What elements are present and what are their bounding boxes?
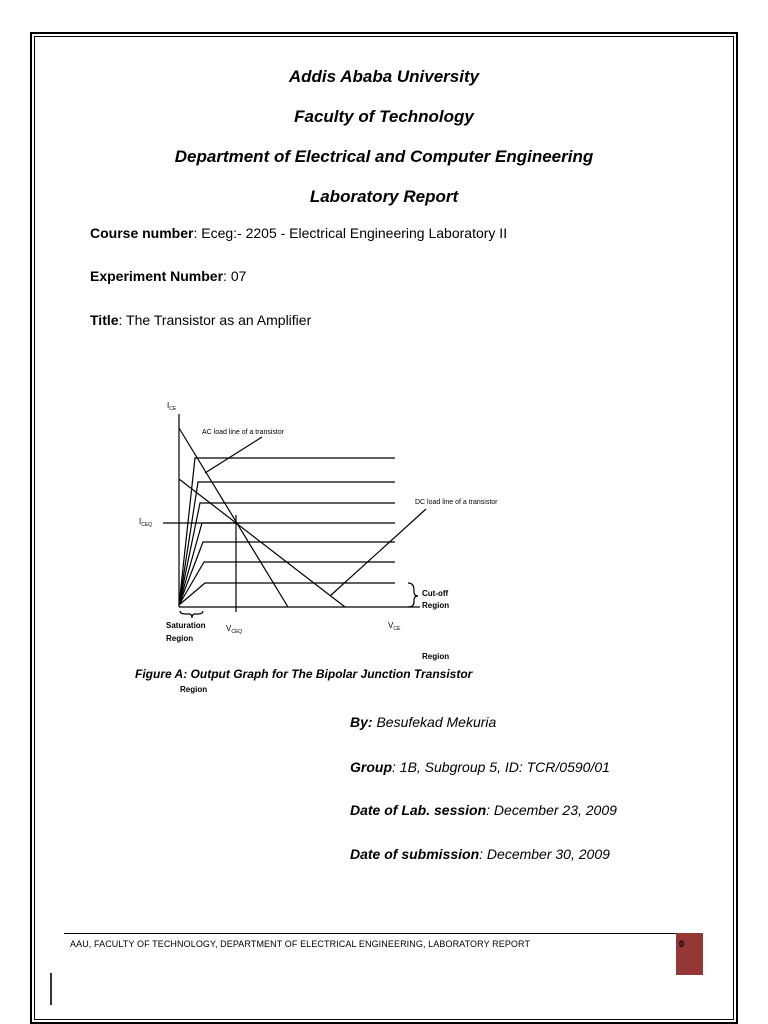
lab-date-label: Date of Lab. session: [350, 802, 487, 818]
footer-text: AAU, FACULTY OF TECHNOLOGY, DEPARTMENT OF ELECTRICAL ENGINEERING, LABORATORY REPORT: [70, 939, 531, 949]
text-cursor: [50, 973, 52, 1005]
dc-load-line: [179, 479, 345, 607]
saturation-label-1: Saturation: [166, 621, 206, 630]
curve-7: [179, 583, 395, 605]
department-title: Department of Electrical and Computer Engineering: [174, 147, 594, 166]
title-value: : The Transistor as an Amplifier: [118, 312, 312, 328]
author-field: [350, 714, 496, 730]
y-axis-label: $I_{CE}$: [167, 401, 177, 412]
cutoff-brace: [408, 583, 418, 607]
cutoff-label-2: Region: [422, 601, 450, 610]
saturation-label-2: Region: [166, 634, 194, 643]
lab-date-value: : December 23, 2009: [486, 802, 617, 818]
x-axis-label: $V_{CE}$: [388, 621, 401, 632]
stray-region-label-1: Region: [422, 652, 450, 661]
curve-4: [179, 523, 395, 605]
page-number: 0: [679, 939, 685, 949]
stray-region-label-2: Region: [180, 685, 208, 694]
lab-date-field: [350, 802, 617, 818]
title-label: Title: [90, 312, 119, 328]
footer-rule: [64, 933, 676, 934]
author-label: By:: [350, 714, 373, 730]
curve-3: [179, 503, 395, 605]
curve-2: [179, 482, 395, 605]
group-value: : 1B, Subgroup 5, ID: TCR/0590/01: [392, 759, 610, 775]
group-label: Group: [350, 759, 392, 775]
experiment-number-value: : 07: [223, 268, 247, 284]
university-title: Addis Ababa University: [288, 67, 480, 86]
figure-caption: Figure A: Output Graph for The Bipolar Junction Transistor: [135, 667, 473, 681]
ac-pointer: [205, 437, 262, 473]
ac-load-line-label: AC load line of a transistor: [202, 429, 285, 436]
group-field: [350, 759, 610, 775]
course-number-label: Course number: [90, 225, 194, 241]
submission-date-field: [350, 846, 610, 862]
dc-load-line-label: DC load line of a transistor: [415, 499, 498, 506]
icq-label: $I_{CEQ}$: [139, 517, 153, 528]
submission-date-value: : December 30, 2009: [479, 846, 610, 862]
cutoff-label-1: Cut-off: [422, 589, 449, 598]
vceq-label: $V_{CEQ}$: [226, 624, 243, 635]
curve-5: [179, 542, 395, 605]
author-value: Besufekad Mekuria: [372, 714, 497, 730]
experiment-number-label: Experiment Number: [90, 268, 224, 284]
saturation-brace: [180, 611, 203, 618]
faculty-title: Faculty of Technology: [294, 107, 474, 126]
course-number-value: : Eceg:- 2205 - Electrical Engineering Laboratory II: [193, 225, 508, 241]
submission-date-label: Date of submission: [350, 846, 480, 862]
report-type-title: Laboratory Report: [309, 187, 459, 206]
